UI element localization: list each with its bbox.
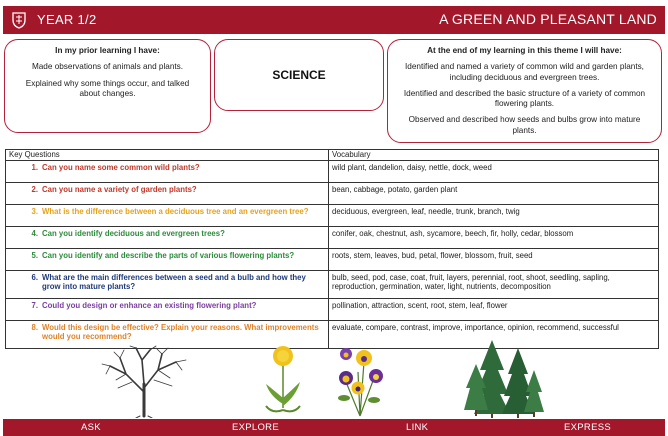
vocabulary-cell: deciduous, evergreen, leaf, needle, trunk, branch, twig [329,204,659,226]
subject-title: SCIENCE [272,67,326,82]
question-number: 5. [31,250,38,260]
key-question-cell [6,160,329,182]
question-number: 7. [31,300,38,310]
end-learning-title: At the end of my learning in this theme I will have: [427,46,622,55]
theme-title: A GREEN AND PLEASANT LAND [439,11,657,27]
vocabulary-cell: pollination, attraction, scent, root, stem, leaf, flower [329,298,659,320]
question-text: Can you name some common wild plants? [42,162,200,172]
vocabulary-cell: evaluate, compare, contrast, improve, importance, opinion, recommend, successful [329,320,659,348]
table-row [6,270,659,298]
vocabulary-cell: wild plant, dandelion, daisy, nettle, dock, weed [329,160,659,182]
footer-explore: EXPLORE [232,422,279,433]
conifer-trees-icon [462,340,546,418]
subject-box [214,39,384,111]
school-crest-icon [10,11,28,29]
question-number: 2. [31,184,38,194]
prior-learning-title: In my prior learning I have: [55,46,160,55]
table-row [6,204,659,226]
question-text: Could you design or enhance an existing flowering plant? [42,300,257,310]
key-question-cell [6,270,329,298]
table-row [6,248,659,270]
table-row [6,160,659,182]
key-question-cell [6,226,329,248]
footer-link: LINK [406,422,429,433]
key-questions-table [5,149,659,349]
prior-learning-item: Explained why some things occur, and talked about changes. [25,78,190,98]
table-row [6,182,659,204]
key-questions-header: Key Questions [6,150,329,161]
question-number: 1. [31,162,38,172]
table-row [6,298,659,320]
table-header-row [6,150,659,161]
year-label: YEAR 1/2 [37,12,97,27]
key-question-cell [6,248,329,270]
question-number: 3. [31,206,38,216]
key-question-cell [6,204,329,226]
end-learning-box [387,39,662,143]
illustrations [0,338,668,418]
question-text: Can you identify deciduous and evergreen trees? [42,228,225,238]
footer-ask: ASK [81,422,101,433]
question-text: What is the difference between a deciduous tree and an evergreen tree? [42,206,309,216]
key-question-cell [6,298,329,320]
table-row [6,226,659,248]
question-text: Can you identify and describe the parts of various flowering plants? [42,250,295,260]
pansies-icon [334,342,386,418]
vocabulary-cell: conifer, oak, chestnut, ash, sycamore, beech, fir, holly, cedar, blossom [329,226,659,248]
question-text: What are the main differences between a seed and a bulb and how they grow into mature plants? [42,272,306,291]
vocabulary-cell: roots, stem, leaves, bud, petal, flower, blossom, fruit, seed [329,248,659,270]
prior-learning-item: Made observations of animals and plants. [31,62,184,72]
question-number: 6. [31,272,38,282]
footer-bar [3,419,665,436]
vocabulary-header: Vocabulary [329,150,659,161]
header-bar [3,6,665,34]
question-text: Can you name a variety of garden plants? [42,184,197,194]
question-number: 8. [31,322,38,332]
end-learning-item: Observed and described how seeds and bulbs grow into mature plants. [408,115,641,135]
bare-tree-icon [96,344,192,418]
prior-learning-box [4,39,211,133]
footer-express: EXPRESS [564,422,611,433]
question-text: Would this design be effective? Explain your reasons. What improvements would you recommend? [42,322,319,341]
dandelion-icon [262,344,304,418]
vocabulary-cell: bean, cabbage, potato, garden plant [329,182,659,204]
vocabulary-cell: bulb, seed, pod, case, coat, fruit, layers, perennial, root, shoot, seedling, sapling, reproduction, germination, water, light, nutrients, decomposition [329,270,659,298]
end-learning-item: Identified and named a variety of common wild and garden plants, including deciduous and evergreen trees. [405,62,644,82]
key-question-cell [6,182,329,204]
question-number: 4. [31,228,38,238]
end-learning-item: Identified and described the basic structure of a variety of common flowering plants. [403,88,646,108]
